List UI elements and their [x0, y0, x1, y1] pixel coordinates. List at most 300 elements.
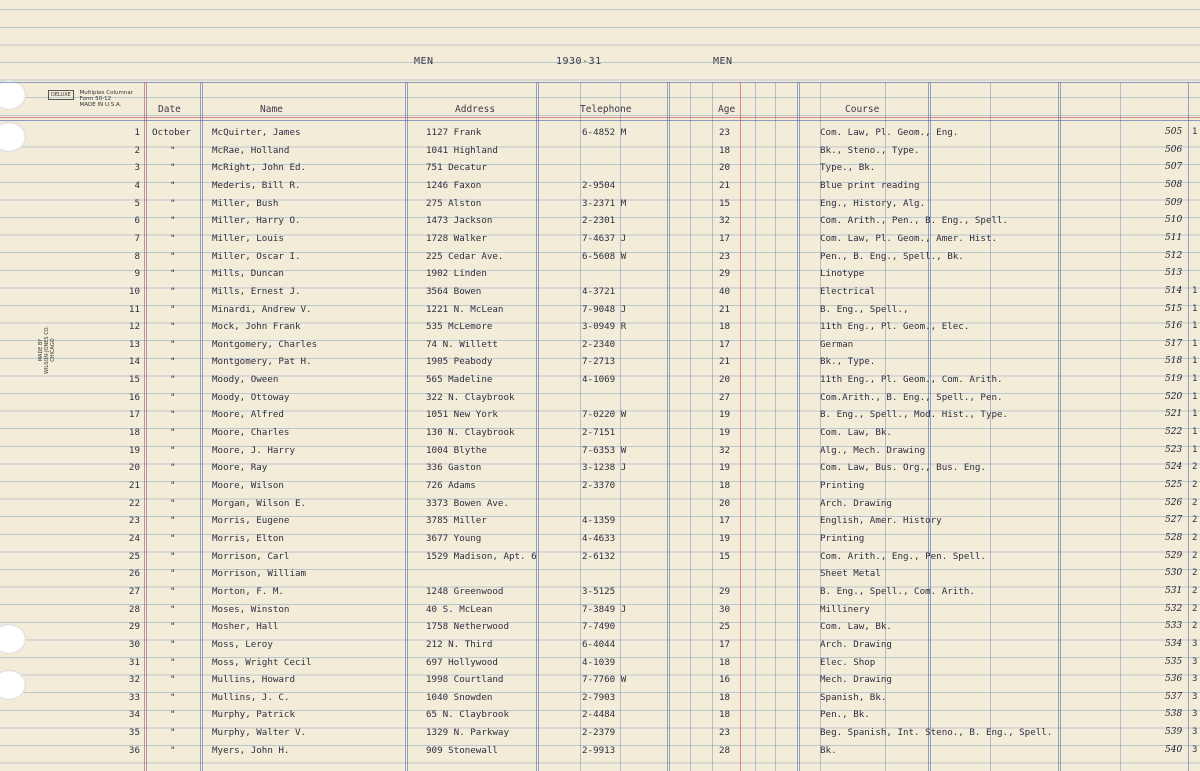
address-cell: 3564 Bowen [426, 285, 482, 297]
address-cell: 40 S. McLean [426, 603, 493, 615]
margin-number-cell: 1 [1192, 356, 1198, 367]
row-number: 36 [128, 744, 140, 756]
name-cell: Mullins, J. C. [212, 691, 290, 703]
telephone-cell: 7-7490 [582, 621, 616, 633]
row-number: 30 [128, 638, 140, 650]
course-cell: Com. Law, Pl. Geom., Amer. Hist. [820, 232, 998, 244]
record-id-cell: 513 [1165, 268, 1183, 279]
name-cell: Mills, Ernest J. [212, 285, 301, 297]
age-cell: 17 [719, 338, 731, 350]
age-cell: 19 [719, 462, 731, 474]
age-cell: 23 [719, 250, 731, 262]
column-rule [146, 82, 147, 771]
course-cell: Eng., History, Alg. [820, 197, 926, 209]
column-rule [712, 82, 713, 771]
course-cell: Com. Arith., Pen., B. Eng., Spell. [820, 215, 1009, 227]
name-cell: Montgomery, Pat H. [212, 356, 312, 368]
address-cell: 1998 Courtland [426, 674, 504, 686]
record-id-cell: 530 [1165, 568, 1183, 579]
course-cell: Pen., B. Eng., Spell., Bk. [820, 250, 964, 262]
record-id-cell: 536 [1165, 674, 1183, 685]
record-id-cell: 523 [1165, 444, 1183, 455]
address-cell: 1221 N. McLean [426, 303, 504, 315]
telephone-cell: 2-2301 [582, 215, 616, 227]
margin-number-cell: 2 [1192, 462, 1198, 473]
telephone-cell: 4-1039 [582, 656, 616, 668]
col-header-date: Date [158, 104, 181, 115]
column-rule [667, 82, 668, 771]
name-cell: Morris, Elton [212, 532, 284, 544]
age-cell: 23 [719, 727, 731, 739]
col-header-address: Address [455, 104, 496, 115]
date-cell: " [170, 232, 176, 244]
row-number: 16 [128, 391, 140, 403]
date-cell: " [170, 285, 176, 297]
course-cell: Alg., Mech. Drawing [820, 444, 926, 456]
date-cell: " [170, 515, 176, 527]
record-id-cell: 505 [1165, 127, 1183, 137]
record-id-cell: 519 [1165, 374, 1183, 385]
column-rule [144, 82, 145, 771]
course-cell: Elec. Shop [820, 656, 876, 668]
address-cell: 3373 Bowen Ave. [426, 497, 509, 509]
name-cell: Minardi, Andrew V. [212, 303, 312, 315]
row-number: 6 [134, 215, 140, 227]
column-rule [580, 82, 581, 771]
course-cell: B. Eng., Spell., Com. Arith. [820, 585, 975, 597]
column-rule [200, 82, 201, 771]
column-rule [690, 82, 691, 771]
name-cell: Moody, Ottoway [212, 391, 290, 403]
address-cell: 336 Gaston [426, 462, 482, 474]
name-cell: Mock, John Frank [212, 321, 301, 333]
date-cell: " [170, 674, 176, 686]
record-id-cell: 538 [1165, 709, 1183, 720]
row-number: 25 [128, 550, 140, 562]
age-cell: 32 [719, 444, 731, 456]
telephone-cell: 2-7151 [582, 427, 616, 439]
course-cell: Com. Law, Bk. [820, 427, 892, 439]
column-rule [1188, 82, 1189, 771]
name-cell: Moore, Wilson [212, 480, 284, 491]
age-cell: 17 [719, 638, 731, 650]
binder-hole [0, 122, 26, 152]
telephone-cell: 2-6132 [582, 550, 616, 562]
course-cell: German [820, 338, 854, 350]
date-cell: " [170, 480, 176, 491]
maker-line2: WILSON-JONES CO. [44, 325, 50, 375]
name-cell: Murphy, Walter V. [212, 727, 307, 739]
brand-badge: DELUXE [48, 90, 74, 100]
date-cell: " [170, 568, 176, 580]
name-cell: Moore, Charles [212, 427, 290, 439]
telephone-cell: 7-3849 J [582, 603, 627, 615]
record-id-cell: 540 [1165, 744, 1183, 755]
margin-number-cell: 1 [1192, 338, 1198, 349]
record-id-cell: 522 [1165, 427, 1183, 438]
header-rule [0, 117, 1200, 118]
col-header-course: Course [845, 104, 880, 115]
row-number: 23 [128, 515, 140, 527]
age-cell: 18 [719, 144, 731, 156]
row-number: 20 [128, 462, 140, 474]
margin-number-cell: 2 [1192, 497, 1198, 508]
course-cell: Electrical [820, 285, 876, 297]
margin-number-cell: 3 [1192, 691, 1198, 702]
telephone-cell: 2-4484 [582, 709, 616, 721]
header-rule [0, 82, 1200, 83]
record-id-cell: 515 [1165, 303, 1183, 314]
address-cell: 212 N. Third [426, 638, 493, 650]
maker-line3: CHICAGO [50, 338, 56, 362]
margin-number-cell: 2 [1192, 621, 1198, 632]
age-cell: 15 [719, 197, 731, 209]
course-cell: Beg. Spanish, Int. Steno., B. Eng., Spell. [820, 727, 1053, 739]
course-cell: English, Amer. History [820, 515, 942, 527]
record-id-cell: 517 [1165, 338, 1183, 349]
address-cell: 1758 Netherwood [426, 621, 509, 633]
age-cell: 40 [719, 285, 731, 297]
age-cell: 21 [719, 179, 731, 191]
column-rule [755, 82, 756, 771]
name-cell: Moses, Winston [212, 603, 290, 615]
address-cell: 1529 Madison, Apt. 6 [426, 550, 537, 562]
margin-number-cell: 1 [1192, 374, 1198, 385]
date-cell: " [170, 356, 176, 368]
telephone-cell: 2-7903 [582, 691, 616, 703]
address-cell: 1004 Blythe [426, 444, 487, 456]
address-cell: 1127 Frank [426, 127, 482, 138]
margin-number-cell: 1 [1192, 285, 1198, 296]
row-number: 11 [128, 303, 140, 315]
date-cell: " [170, 250, 176, 262]
telephone-cell: 6-4044 [582, 638, 616, 650]
telephone-cell: 7-9048 J [582, 303, 627, 315]
margin-number-cell: 1 [1192, 321, 1198, 332]
column-rule [1058, 82, 1059, 771]
margin-number-cell: 1 [1192, 127, 1198, 137]
name-cell: Morris, Eugene [212, 515, 290, 527]
name-cell: Morton, F. M. [212, 585, 284, 597]
record-id-cell: 531 [1165, 585, 1183, 596]
address-cell: 565 Madeline [426, 374, 493, 386]
age-cell: 18 [719, 480, 731, 491]
row-number: 26 [128, 568, 140, 580]
date-cell: " [170, 268, 176, 280]
row-number: 34 [128, 709, 140, 721]
col-header-name: Name [260, 104, 283, 115]
row-number: 17 [128, 409, 140, 421]
margin-number-cell: 3 [1192, 656, 1198, 667]
address-cell: 1246 Faxon [426, 179, 482, 191]
row-number: 32 [128, 674, 140, 686]
brand-line3: MADE IN U.S.A. [79, 102, 122, 108]
course-cell: Com. Arith., Eng., Pen. Spell. [820, 550, 986, 562]
address-cell: 3677 Young [426, 532, 482, 544]
margin-number-cell: 1 [1192, 427, 1198, 438]
name-cell: Moody, Oween [212, 374, 279, 386]
row-number: 13 [128, 338, 140, 350]
age-cell: 19 [719, 409, 731, 421]
row-number: 1 [134, 127, 140, 138]
course-cell: Arch. Drawing [820, 497, 892, 509]
record-id-cell: 507 [1165, 162, 1183, 173]
record-id-cell: 539 [1165, 727, 1183, 738]
name-cell: McQuirter, James [212, 127, 301, 138]
date-cell: " [170, 744, 176, 756]
name-cell: Mosher, Hall [212, 621, 279, 633]
age-cell: 29 [719, 585, 731, 597]
address-cell: 535 McLemore [426, 321, 493, 333]
telephone-cell: 4-1359 [582, 515, 616, 527]
column-rule [405, 82, 406, 771]
age-cell: 19 [719, 532, 731, 544]
telephone-cell: 7-2713 [582, 356, 616, 368]
age-cell: 18 [719, 656, 731, 668]
age-cell: 30 [719, 603, 731, 615]
record-id-cell: 510 [1165, 215, 1183, 226]
date-cell: " [170, 532, 176, 544]
age-cell: 21 [719, 303, 731, 315]
address-cell: 1905 Peabody [426, 356, 493, 368]
row-number: 3 [134, 162, 140, 174]
course-cell: Printing [820, 480, 865, 491]
row-number: 22 [128, 497, 140, 509]
margin-number-cell: 1 [1192, 391, 1198, 402]
course-cell: Printing [820, 532, 865, 544]
name-cell: Moore, Alfred [212, 409, 284, 421]
name-cell: Morrison, William [212, 568, 307, 580]
column-rule [797, 82, 798, 771]
row-number: 29 [128, 621, 140, 633]
date-cell: " [170, 303, 176, 315]
column-rule [930, 82, 931, 771]
age-cell: 20 [719, 497, 731, 509]
course-cell: Bk., Steno., Type. [820, 144, 920, 156]
course-cell: Pen., Bk. [820, 709, 870, 721]
record-id-cell: 533 [1165, 621, 1183, 632]
column-rule [1060, 82, 1061, 771]
address-cell: 130 N. Claybrook [426, 427, 515, 439]
row-number: 8 [134, 250, 140, 262]
form-brand [48, 90, 158, 108]
address-cell: 275 Alston [426, 197, 482, 209]
margin-number-cell: 2 [1192, 480, 1198, 490]
course-cell: Mech. Drawing [820, 674, 892, 686]
telephone-cell: 2-2340 [582, 338, 616, 350]
telephone-cell: 2-2379 [582, 727, 616, 739]
address-cell: 726 Adams [426, 480, 476, 491]
date-cell: " [170, 691, 176, 703]
date-cell: " [170, 427, 176, 439]
date-cell: " [170, 215, 176, 227]
telephone-cell: 2-3370 [582, 480, 616, 491]
col-header-age: Age [718, 104, 736, 115]
address-cell: 3785 Miller [426, 515, 487, 527]
name-cell: Mederis, Bill R. [212, 179, 301, 191]
date-cell: " [170, 374, 176, 386]
column-rule [740, 82, 741, 771]
margin-number-cell: 1 [1192, 444, 1198, 455]
telephone-cell: 3-1238 J [582, 462, 627, 474]
telephone-cell: 3-0949 R [582, 321, 627, 333]
age-cell: 20 [719, 374, 731, 386]
margin-number-cell: 1 [1192, 409, 1198, 420]
name-cell: Moore, Ray [212, 462, 268, 474]
age-cell: 20 [719, 162, 731, 174]
name-cell: Myers, John H. [212, 744, 290, 756]
record-id-cell: 508 [1165, 179, 1183, 190]
column-rule [538, 82, 539, 771]
name-cell: Mullins, Howard [212, 674, 295, 686]
date-cell: " [170, 656, 176, 668]
record-id-cell: 511 [1165, 232, 1183, 243]
name-cell: Miller, Harry O. [212, 215, 301, 227]
address-cell: 74 N. Willett [426, 338, 498, 350]
column-rule [990, 82, 991, 771]
name-cell: McRae, Holland [212, 144, 290, 156]
row-number: 19 [128, 444, 140, 456]
record-id-cell: 516 [1165, 321, 1183, 332]
age-cell: 18 [719, 691, 731, 703]
column-rule [202, 82, 203, 771]
record-id-cell: 514 [1165, 285, 1183, 296]
telephone-cell: 3-5125 [582, 585, 616, 597]
telephone-cell: 2-9913 [582, 744, 616, 756]
row-number: 4 [134, 179, 140, 191]
record-id-cell: 512 [1165, 250, 1183, 261]
telephone-cell: 4-1069 [582, 374, 616, 386]
row-number: 33 [128, 691, 140, 703]
course-cell: Com. Law, Bus. Org., Bus. Eng. [820, 462, 986, 474]
header-year: 1930-31 [556, 56, 602, 67]
age-cell: 25 [719, 621, 731, 633]
binder-hole [0, 670, 26, 700]
margin-number-cell: 1 [1192, 303, 1198, 314]
row-number: 28 [128, 603, 140, 615]
date-cell: " [170, 638, 176, 650]
column-rule [799, 82, 800, 771]
record-id-cell: 537 [1165, 691, 1183, 702]
age-cell: 18 [719, 321, 731, 333]
record-id-cell: 528 [1165, 532, 1183, 543]
column-rule [407, 82, 408, 771]
date-cell: " [170, 462, 176, 474]
date-cell: " [170, 338, 176, 350]
record-id-cell: 525 [1165, 480, 1183, 490]
name-cell: Murphy, Patrick [212, 709, 295, 721]
row-number: 5 [134, 197, 140, 209]
header-rule [0, 120, 1200, 121]
course-cell: 11th Eng., Pl. Geom., Elec. [820, 321, 970, 333]
margin-number-cell: 2 [1192, 568, 1198, 579]
course-cell: Linotype [820, 268, 865, 280]
row-number: 18 [128, 427, 140, 439]
name-cell: Mills, Duncan [212, 268, 284, 280]
name-cell: Morgan, Wilson E. [212, 497, 307, 509]
margin-number-cell: 2 [1192, 603, 1198, 614]
column-rule [775, 82, 776, 771]
address-cell: 1051 New York [426, 409, 498, 421]
record-id-cell: 520 [1165, 391, 1183, 402]
name-cell: Montgomery, Charles [212, 338, 318, 350]
age-cell: 19 [719, 427, 731, 439]
row-number: 14 [128, 356, 140, 368]
course-cell: Com. Law, Pl. Geom., Eng. [820, 127, 959, 138]
binder-hole [0, 624, 26, 654]
age-cell: 18 [719, 709, 731, 721]
course-cell: Bk., Type. [820, 356, 876, 368]
date-cell: October [152, 127, 191, 138]
binder-hole [0, 80, 26, 110]
row-number: 10 [128, 285, 140, 297]
age-cell: 21 [719, 356, 731, 368]
record-id-cell: 521 [1165, 409, 1183, 420]
name-cell: Moore, J. Harry [212, 444, 295, 456]
course-cell: B. Eng., Spell., [820, 303, 909, 315]
telephone-cell: 7-0220 W [582, 409, 627, 421]
date-cell: " [170, 409, 176, 421]
date-cell: " [170, 321, 176, 333]
date-cell: " [170, 179, 176, 191]
name-cell: McRight, John Ed. [212, 162, 307, 174]
telephone-cell: 6-4852 M [582, 127, 627, 138]
telephone-cell: 3-2371 M [582, 197, 627, 209]
row-number: 21 [128, 480, 140, 491]
telephone-cell: 4-4633 [582, 532, 616, 544]
telephone-cell: 7-6353 W [582, 444, 627, 456]
record-id-cell: 532 [1165, 603, 1183, 614]
address-cell: 1473 Jackson [426, 215, 493, 227]
row-number: 12 [128, 321, 140, 333]
age-cell: 28 [719, 744, 731, 756]
margin-number-cell: 2 [1192, 515, 1198, 526]
row-number: 15 [128, 374, 140, 386]
name-cell: Moss, Wright Cecil [212, 656, 312, 668]
header-left: MEN [414, 56, 434, 67]
row-number: 31 [128, 656, 140, 668]
name-cell: Morrison, Carl [212, 550, 290, 562]
course-cell: Sheet Metal [820, 568, 881, 580]
course-cell: Com. Law, Bk. [820, 621, 892, 633]
address-cell: 751 Decatur [426, 162, 487, 174]
age-cell: 27 [719, 391, 731, 403]
record-id-cell: 506 [1165, 144, 1183, 155]
date-cell: " [170, 197, 176, 209]
margin-number-cell: 3 [1192, 638, 1198, 649]
date-cell: " [170, 621, 176, 633]
course-cell: 11th Eng., Pl. Geom., Com. Arith. [820, 374, 1003, 386]
row-number: 24 [128, 532, 140, 544]
course-cell: Bk. [820, 744, 837, 756]
column-rule [536, 82, 537, 771]
record-id-cell: 529 [1165, 550, 1183, 561]
margin-number-cell: 2 [1192, 585, 1198, 596]
date-cell: " [170, 497, 176, 509]
column-rule [620, 82, 621, 771]
telephone-cell: 6-5608 W [582, 250, 627, 262]
record-id-cell: 535 [1165, 656, 1183, 667]
record-id-cell: 527 [1165, 515, 1183, 526]
margin-number-cell: 3 [1192, 727, 1198, 738]
margin-number-cell: 3 [1192, 674, 1198, 685]
header-right: MEN [713, 56, 733, 67]
name-cell: Miller, Oscar I. [212, 250, 301, 262]
record-id-cell: 518 [1165, 356, 1183, 367]
name-cell: Miller, Louis [212, 232, 284, 244]
maker-imprint [38, 320, 56, 380]
date-cell: " [170, 444, 176, 456]
